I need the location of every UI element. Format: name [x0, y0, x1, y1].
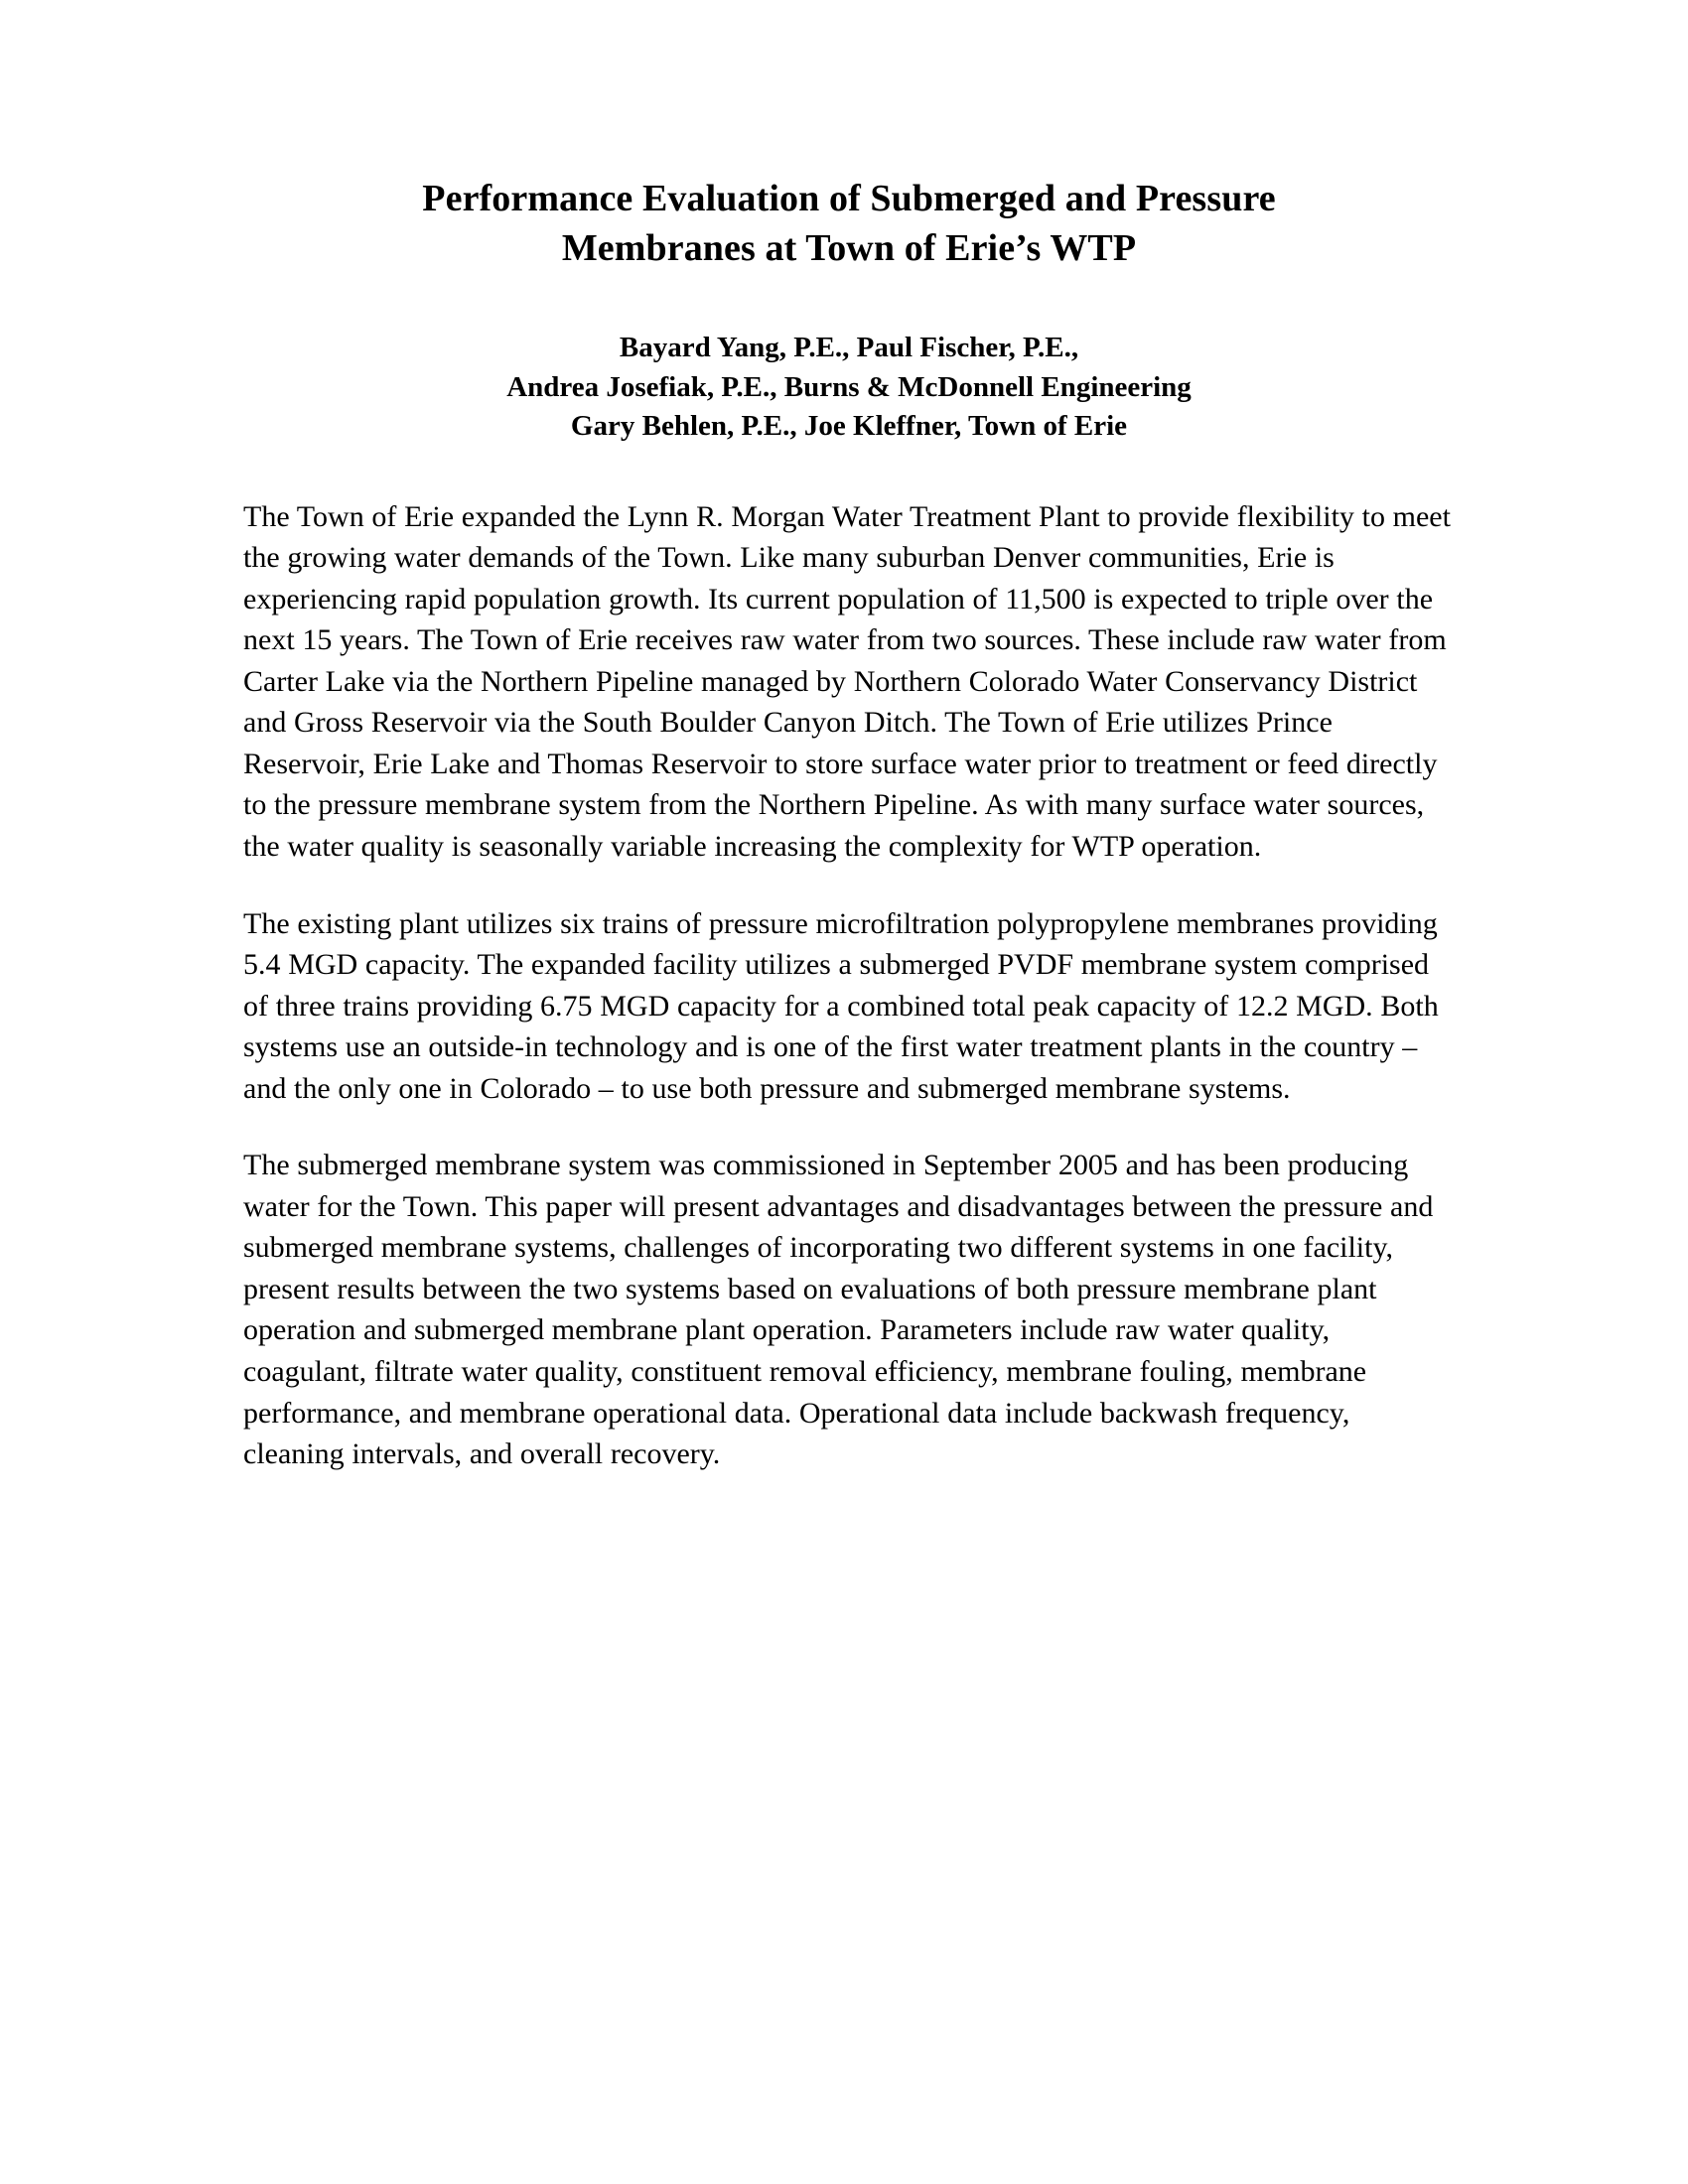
- author-block: [243, 329, 1455, 446]
- abstract-body: [243, 496, 1455, 1475]
- author-line: Andrea Josefiak, P.E., Burns & McDonnell Engineering: [506, 370, 1192, 403]
- author-line: Bayard Yang, P.E., Paul Fischer, P.E.,: [619, 332, 1079, 364]
- paragraph: The Town of Erie expanded the Lynn R. Morgan Water Treatment Plant to provide flexibility to meet the growing water demands of the Town. Like many suburban Denver communities, Erie is experiencing rapid population growth. Its current population of 11,500 is expected to triple over the next 15 years. The Town of Erie receives raw water from two sources. These include raw water from Carter Lake via the Northern Pipeline managed by Northern Colorado Water Conservancy District and Gross Reservoir via the South Boulder Canyon Ditch. The Town of Erie utilizes Prince Reservoir, Erie Lake and Thomas Reservoir to store surface water prior to treatment or feed directly to the pressure membrane system from the Northern Pipeline. As with many surface water sources, the water quality is seasonally variable increasing the complexity for WTP operation.: [243, 499, 1451, 863]
- title-line-2: Membranes at Town of Erie’s WTP: [561, 227, 1137, 270]
- title-line-1: Performance Evaluation of Submerged and Pressure: [422, 178, 1276, 219]
- author-line: Gary Behlen, P.E., Joe Kleffner, Town of Erie: [570, 410, 1128, 443]
- paragraph: The existing plant utilizes six trains of pressure microfiltration polypropylene membranes providing 5.4 MGD capacity. The expanded facility utilizes a submerged PVDF membrane system comprised of three trains providing 6.75 MGD capacity for a combined total peak capacity of 12.2 MGD. Both systems use an outside-in technology and is one of the first water treatment plants in the country – and the only one in Colorado – to use both pressure and submerged membrane systems.: [243, 906, 1439, 1105]
- page-title: [323, 174, 1375, 273]
- paragraph: The submerged membrane system was commissioned in September 2005 and has been producing water for the Town. This paper will present advantages and disadvantages between the pressure and submerged membrane systems, challenges of incorporating two different systems in one facility, present results between the two systems based on evaluations of both pressure membrane plant operation and submerged membrane plant operation. Parameters include raw water quality, coagulant, filtrate water quality, constituent removal efficiency, membrane fouling, membrane performance, and membrane operational data. Operational data include backwash frequency, cleaning intervals, and overall recovery.: [243, 1149, 1434, 1471]
